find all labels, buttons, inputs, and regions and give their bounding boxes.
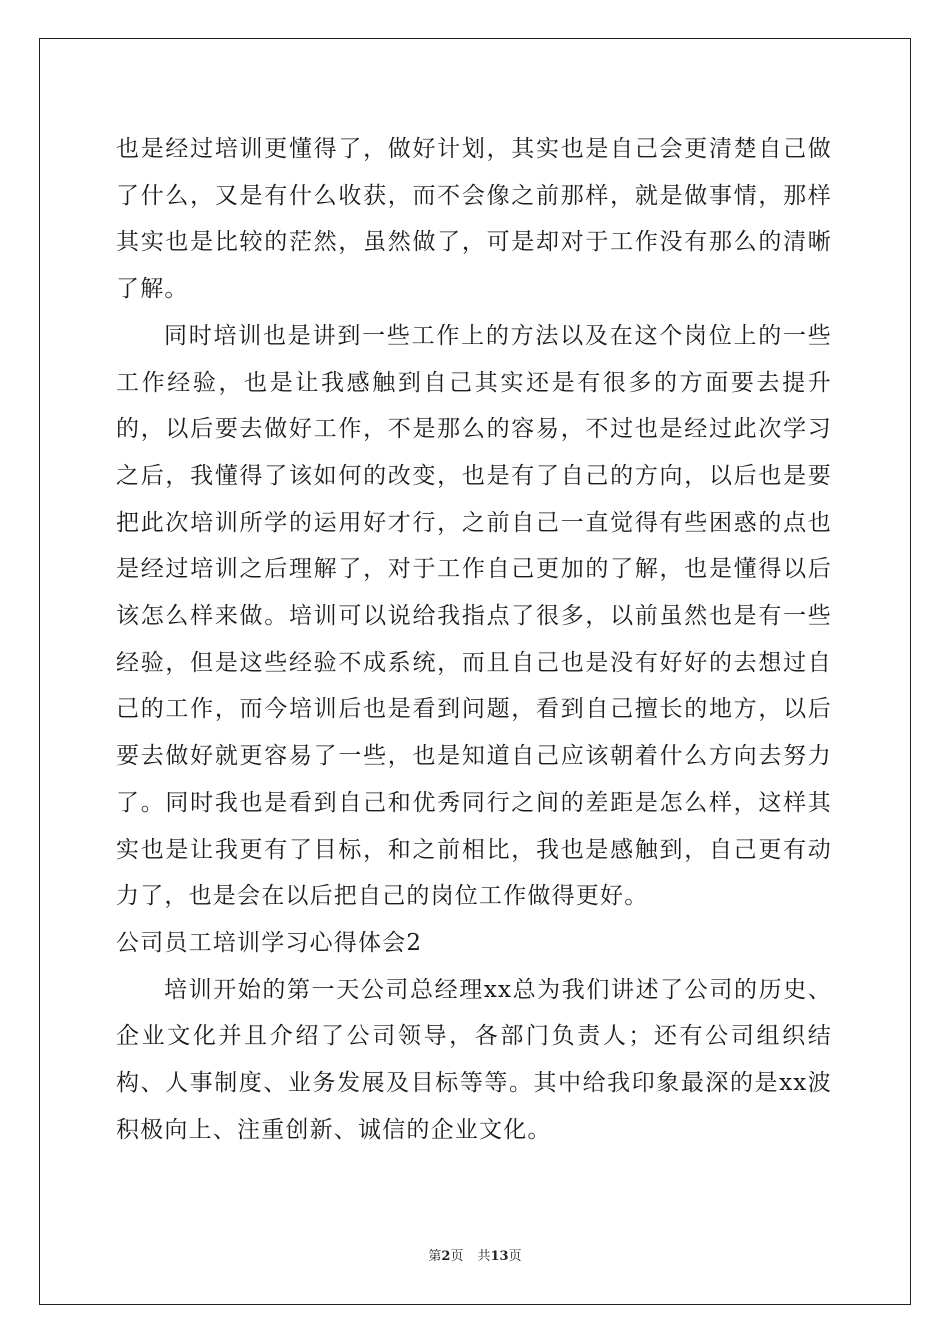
paragraph-continuation: 也是经过培训更懂得了，做好计划，其实也是自己会更清楚自己做了什么，又是有什么收获，而不会像之前那样，就是做事情，那样其实也是比较的茫然，虽然做了，可是却对于工作没有那么的清晰了解。	[116, 136, 832, 303]
document-body	[116, 126, 832, 1153]
paragraph-first-day: 培训开始的第一天公司总经理xx总为我们讲述了公司的历史、企业文化并且介绍了公司领导，各部门负责人；还有公司组织结构、人事制度、业务发展及目标等等。其中给我印象最深的是xx波积极向上、注重创新、诚信的企业文化。	[116, 976, 832, 1143]
total-page-count: 13	[490, 1249, 509, 1264]
current-page-number: 2	[441, 1249, 451, 1264]
page-label-suffix: 页	[450, 1249, 464, 1264]
page-footer	[0, 1248, 950, 1266]
page-label-prefix: 第	[428, 1249, 442, 1264]
section-heading: 公司员工培训学习心得体会2	[116, 929, 423, 956]
total-label-prefix: 共	[477, 1249, 491, 1264]
total-label-suffix: 页	[508, 1249, 522, 1264]
paragraph-training-methods: 同时培训也是讲到一些工作上的方法以及在这个岗位上的一些工作经验，也是让我感触到自己其实还是有很多的方面要去提升的，以后要去做好工作，不是那么的容易，不过也是经过此次学习之后，我懂得了该如何的改变，也是有了自己的方向，以后也是要把此次培训所学的运用好才行，之前自己一直觉得有些困惑的点也是经过培训之后理解了，对于工作自己更加的了解，也是懂得以后该怎么样来做。培训可以说给我指点了很多，以前虽然也是有一些经验，但是这些经验不成系统，而且自己也是没有好好的去想过自己的工作，而今培训后也是看到问题，看到自己擅长的地方，以后要去做好就更容易了一些，也是知道自己应该朝着什么方向去努力了。同时我也是看到自己和优秀同行之间的差距是怎么样，这样其实也是让我更有了目标，和之前相比，我也是感触到，自己更有动力了，也是会在以后把自己的岗位工作做得更好。	[116, 322, 832, 910]
